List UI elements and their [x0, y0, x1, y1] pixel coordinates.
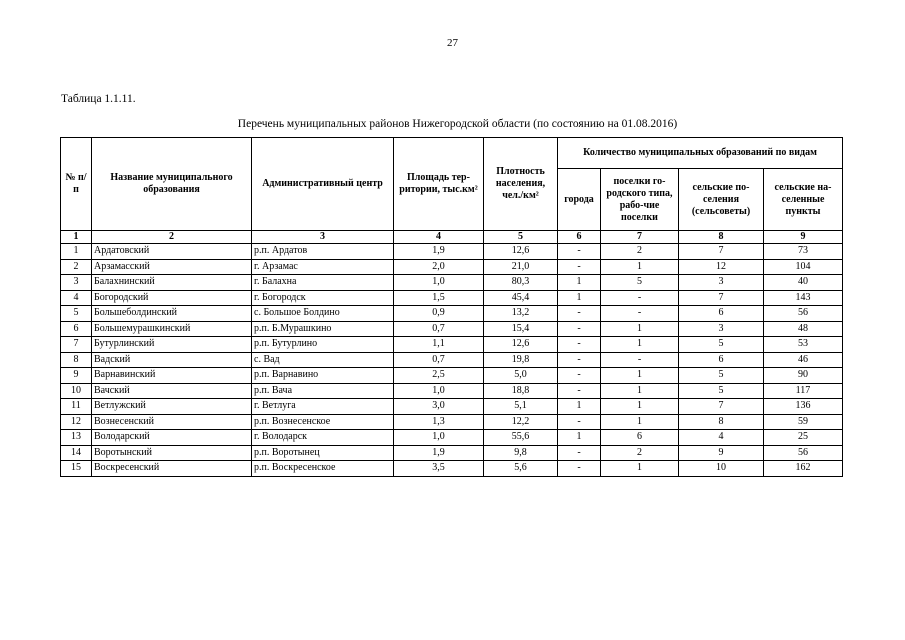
density-cell: 12,2 — [484, 414, 558, 430]
table-row — [61, 290, 843, 306]
header-cities: города — [558, 169, 601, 231]
header-rural-places: сельские на-селенные пункты — [764, 169, 843, 231]
area-cell: 1,3 — [394, 414, 484, 430]
admin-center-cell: г. Богородск — [252, 290, 394, 306]
area-cell: 2,0 — [394, 259, 484, 275]
admin-center-cell: р.п. Варнавино — [252, 368, 394, 384]
column-number: 3 — [252, 231, 394, 244]
admin-center-cell: с. Большое Болдино — [252, 306, 394, 322]
header-center: Административный центр — [252, 138, 394, 231]
row-num-cell: 10 — [61, 383, 92, 399]
column-number: 8 — [679, 231, 764, 244]
municipal-districts-table — [60, 137, 843, 477]
area-cell: 1,5 — [394, 290, 484, 306]
rural-councils-count-cell: 7 — [679, 244, 764, 260]
area-cell: 0,9 — [394, 306, 484, 322]
header-count-group: Количество муниципальных образований по видам — [558, 138, 843, 169]
district-name-cell: Володарский — [92, 430, 252, 446]
district-name-cell: Большемурашкинский — [92, 321, 252, 337]
table-row — [61, 445, 843, 461]
rural-places-count-cell: 56 — [764, 306, 843, 322]
row-num-cell: 4 — [61, 290, 92, 306]
settlements-count-cell: 1 — [601, 259, 679, 275]
area-cell: 2,5 — [394, 368, 484, 384]
row-num-cell: 11 — [61, 399, 92, 415]
cities-count-cell: - — [558, 368, 601, 384]
settlements-count-cell: 1 — [601, 414, 679, 430]
cities-count-cell: - — [558, 306, 601, 322]
area-cell: 3,5 — [394, 461, 484, 477]
table-row — [61, 244, 843, 260]
row-num-cell: 1 — [61, 244, 92, 260]
admin-center-cell: г. Балахна — [252, 275, 394, 291]
rural-councils-count-cell: 5 — [679, 337, 764, 353]
density-cell: 21,0 — [484, 259, 558, 275]
cities-count-cell: - — [558, 337, 601, 353]
settlements-count-cell: 1 — [601, 321, 679, 337]
district-name-cell: Вачский — [92, 383, 252, 399]
rural-councils-count-cell: 6 — [679, 352, 764, 368]
density-cell: 12,6 — [484, 244, 558, 260]
column-number: 1 — [61, 231, 92, 244]
density-cell: 5,0 — [484, 368, 558, 384]
rural-councils-count-cell: 8 — [679, 414, 764, 430]
density-cell: 45,4 — [484, 290, 558, 306]
settlements-count-cell: 1 — [601, 368, 679, 384]
table-row — [61, 306, 843, 322]
admin-center-cell: р.п. Воротынец — [252, 445, 394, 461]
table-body — [61, 244, 843, 477]
district-name-cell: Воротынский — [92, 445, 252, 461]
district-name-cell: Балахнинский — [92, 275, 252, 291]
row-num-cell: 6 — [61, 321, 92, 337]
rural-places-count-cell: 59 — [764, 414, 843, 430]
header-name: Название муниципального образования — [92, 138, 252, 231]
area-cell: 1,0 — [394, 275, 484, 291]
district-name-cell: Варнавинский — [92, 368, 252, 384]
column-number: 6 — [558, 231, 601, 244]
rural-councils-count-cell: 5 — [679, 383, 764, 399]
cities-count-cell: - — [558, 352, 601, 368]
district-name-cell: Вадский — [92, 352, 252, 368]
header-area: Площадь тер-ритории, тыс.км² — [394, 138, 484, 231]
rural-councils-count-cell: 12 — [679, 259, 764, 275]
district-name-cell: Бутурлинский — [92, 337, 252, 353]
column-number: 2 — [92, 231, 252, 244]
cities-count-cell: - — [558, 461, 601, 477]
settlements-count-cell: 1 — [601, 383, 679, 399]
density-cell: 12,6 — [484, 337, 558, 353]
rural-councils-count-cell: 3 — [679, 275, 764, 291]
table-row — [61, 414, 843, 430]
table-row — [61, 275, 843, 291]
area-cell: 3,0 — [394, 399, 484, 415]
page-number: 27 — [447, 37, 458, 49]
area-cell: 0,7 — [394, 352, 484, 368]
row-num-cell: 9 — [61, 368, 92, 384]
cities-count-cell: 1 — [558, 430, 601, 446]
rural-councils-count-cell: 10 — [679, 461, 764, 477]
row-num-cell: 3 — [61, 275, 92, 291]
table-label: Таблица 1.1.11. — [61, 93, 136, 105]
column-number: 9 — [764, 231, 843, 244]
admin-center-cell: г. Арзамас — [252, 259, 394, 275]
admin-center-cell: р.п. Вознесенское — [252, 414, 394, 430]
table-row — [61, 259, 843, 275]
cities-count-cell: 1 — [558, 399, 601, 415]
row-num-cell: 8 — [61, 352, 92, 368]
area-cell: 1,9 — [394, 244, 484, 260]
table-row — [61, 352, 843, 368]
density-cell: 15,4 — [484, 321, 558, 337]
admin-center-cell: г. Ветлуга — [252, 399, 394, 415]
settlements-count-cell: 6 — [601, 430, 679, 446]
settlements-count-cell: - — [601, 352, 679, 368]
cities-count-cell: - — [558, 321, 601, 337]
column-number: 4 — [394, 231, 484, 244]
district-name-cell: Воскресенский — [92, 461, 252, 477]
table-row — [61, 337, 843, 353]
area-cell: 1,0 — [394, 383, 484, 399]
rural-councils-count-cell: 7 — [679, 399, 764, 415]
area-cell: 0,7 — [394, 321, 484, 337]
rural-councils-count-cell: 6 — [679, 306, 764, 322]
table-caption: Перечень муниципальных районов Нижегородской области (по состоянию на 01.08.2016) — [237, 118, 678, 130]
table-row — [61, 399, 843, 415]
rural-places-count-cell: 53 — [764, 337, 843, 353]
rural-places-count-cell: 56 — [764, 445, 843, 461]
rural-places-count-cell: 117 — [764, 383, 843, 399]
admin-center-cell: р.п. Ардатов — [252, 244, 394, 260]
row-num-cell: 15 — [61, 461, 92, 477]
cities-count-cell: - — [558, 414, 601, 430]
row-num-cell: 7 — [61, 337, 92, 353]
rural-councils-count-cell: 3 — [679, 321, 764, 337]
rural-places-count-cell: 46 — [764, 352, 843, 368]
admin-center-cell: р.п. Бутурлино — [252, 337, 394, 353]
table-row — [61, 461, 843, 477]
rural-places-count-cell: 90 — [764, 368, 843, 384]
cities-count-cell: - — [558, 445, 601, 461]
settlements-count-cell: 2 — [601, 445, 679, 461]
settlements-count-cell: - — [601, 306, 679, 322]
rural-places-count-cell: 25 — [764, 430, 843, 446]
rural-councils-count-cell: 4 — [679, 430, 764, 446]
column-number: 7 — [601, 231, 679, 244]
density-cell: 55,6 — [484, 430, 558, 446]
table-row — [61, 430, 843, 446]
rural-places-count-cell: 40 — [764, 275, 843, 291]
density-cell: 13,2 — [484, 306, 558, 322]
density-cell: 9,8 — [484, 445, 558, 461]
area-cell: 1,0 — [394, 430, 484, 446]
row-num-cell: 14 — [61, 445, 92, 461]
cities-count-cell: 1 — [558, 275, 601, 291]
area-cell: 1,9 — [394, 445, 484, 461]
settlements-count-cell: 5 — [601, 275, 679, 291]
table-row — [61, 368, 843, 384]
cities-count-cell: - — [558, 244, 601, 260]
rural-places-count-cell: 143 — [764, 290, 843, 306]
district-name-cell: Арзамасский — [92, 259, 252, 275]
rural-places-count-cell: 162 — [764, 461, 843, 477]
table-row — [61, 383, 843, 399]
header-num: № п/п — [61, 138, 92, 231]
district-name-cell: Богородский — [92, 290, 252, 306]
density-cell: 5,1 — [484, 399, 558, 415]
rural-places-count-cell: 73 — [764, 244, 843, 260]
row-num-cell: 5 — [61, 306, 92, 322]
admin-center-cell: р.п. Воскресенское — [252, 461, 394, 477]
rural-councils-count-cell: 5 — [679, 368, 764, 384]
settlements-count-cell: 1 — [601, 461, 679, 477]
rural-councils-count-cell: 9 — [679, 445, 764, 461]
column-number: 5 — [484, 231, 558, 244]
density-cell: 80,3 — [484, 275, 558, 291]
settlements-count-cell: 2 — [601, 244, 679, 260]
admin-center-cell: р.п. Вача — [252, 383, 394, 399]
admin-center-cell: р.п. Б.Мурашкино — [252, 321, 394, 337]
density-cell: 5,6 — [484, 461, 558, 477]
column-numbers-row — [61, 231, 843, 244]
cities-count-cell: - — [558, 259, 601, 275]
district-name-cell: Ардатовский — [92, 244, 252, 260]
settlements-count-cell: - — [601, 290, 679, 306]
settlements-count-cell: 1 — [601, 337, 679, 353]
rural-places-count-cell: 104 — [764, 259, 843, 275]
header-rural-councils: сельские по-селения (сельсоветы) — [679, 169, 764, 231]
density-cell: 19,8 — [484, 352, 558, 368]
district-name-cell: Большеболдинский — [92, 306, 252, 322]
row-num-cell: 2 — [61, 259, 92, 275]
table-row — [61, 321, 843, 337]
admin-center-cell: с. Вад — [252, 352, 394, 368]
rural-councils-count-cell: 7 — [679, 290, 764, 306]
cities-count-cell: - — [558, 383, 601, 399]
district-name-cell: Вознесенский — [92, 414, 252, 430]
admin-center-cell: г. Володарск — [252, 430, 394, 446]
header-settlements: поселки го-родского типа, рабо-чие поселки — [601, 169, 679, 231]
district-name-cell: Ветлужский — [92, 399, 252, 415]
rural-places-count-cell: 48 — [764, 321, 843, 337]
row-num-cell: 13 — [61, 430, 92, 446]
rural-places-count-cell: 136 — [764, 399, 843, 415]
density-cell: 18,8 — [484, 383, 558, 399]
cities-count-cell: 1 — [558, 290, 601, 306]
area-cell: 1,1 — [394, 337, 484, 353]
row-num-cell: 12 — [61, 414, 92, 430]
settlements-count-cell: 1 — [601, 399, 679, 415]
header-density: Плотность населения, чел./км² — [484, 138, 558, 231]
